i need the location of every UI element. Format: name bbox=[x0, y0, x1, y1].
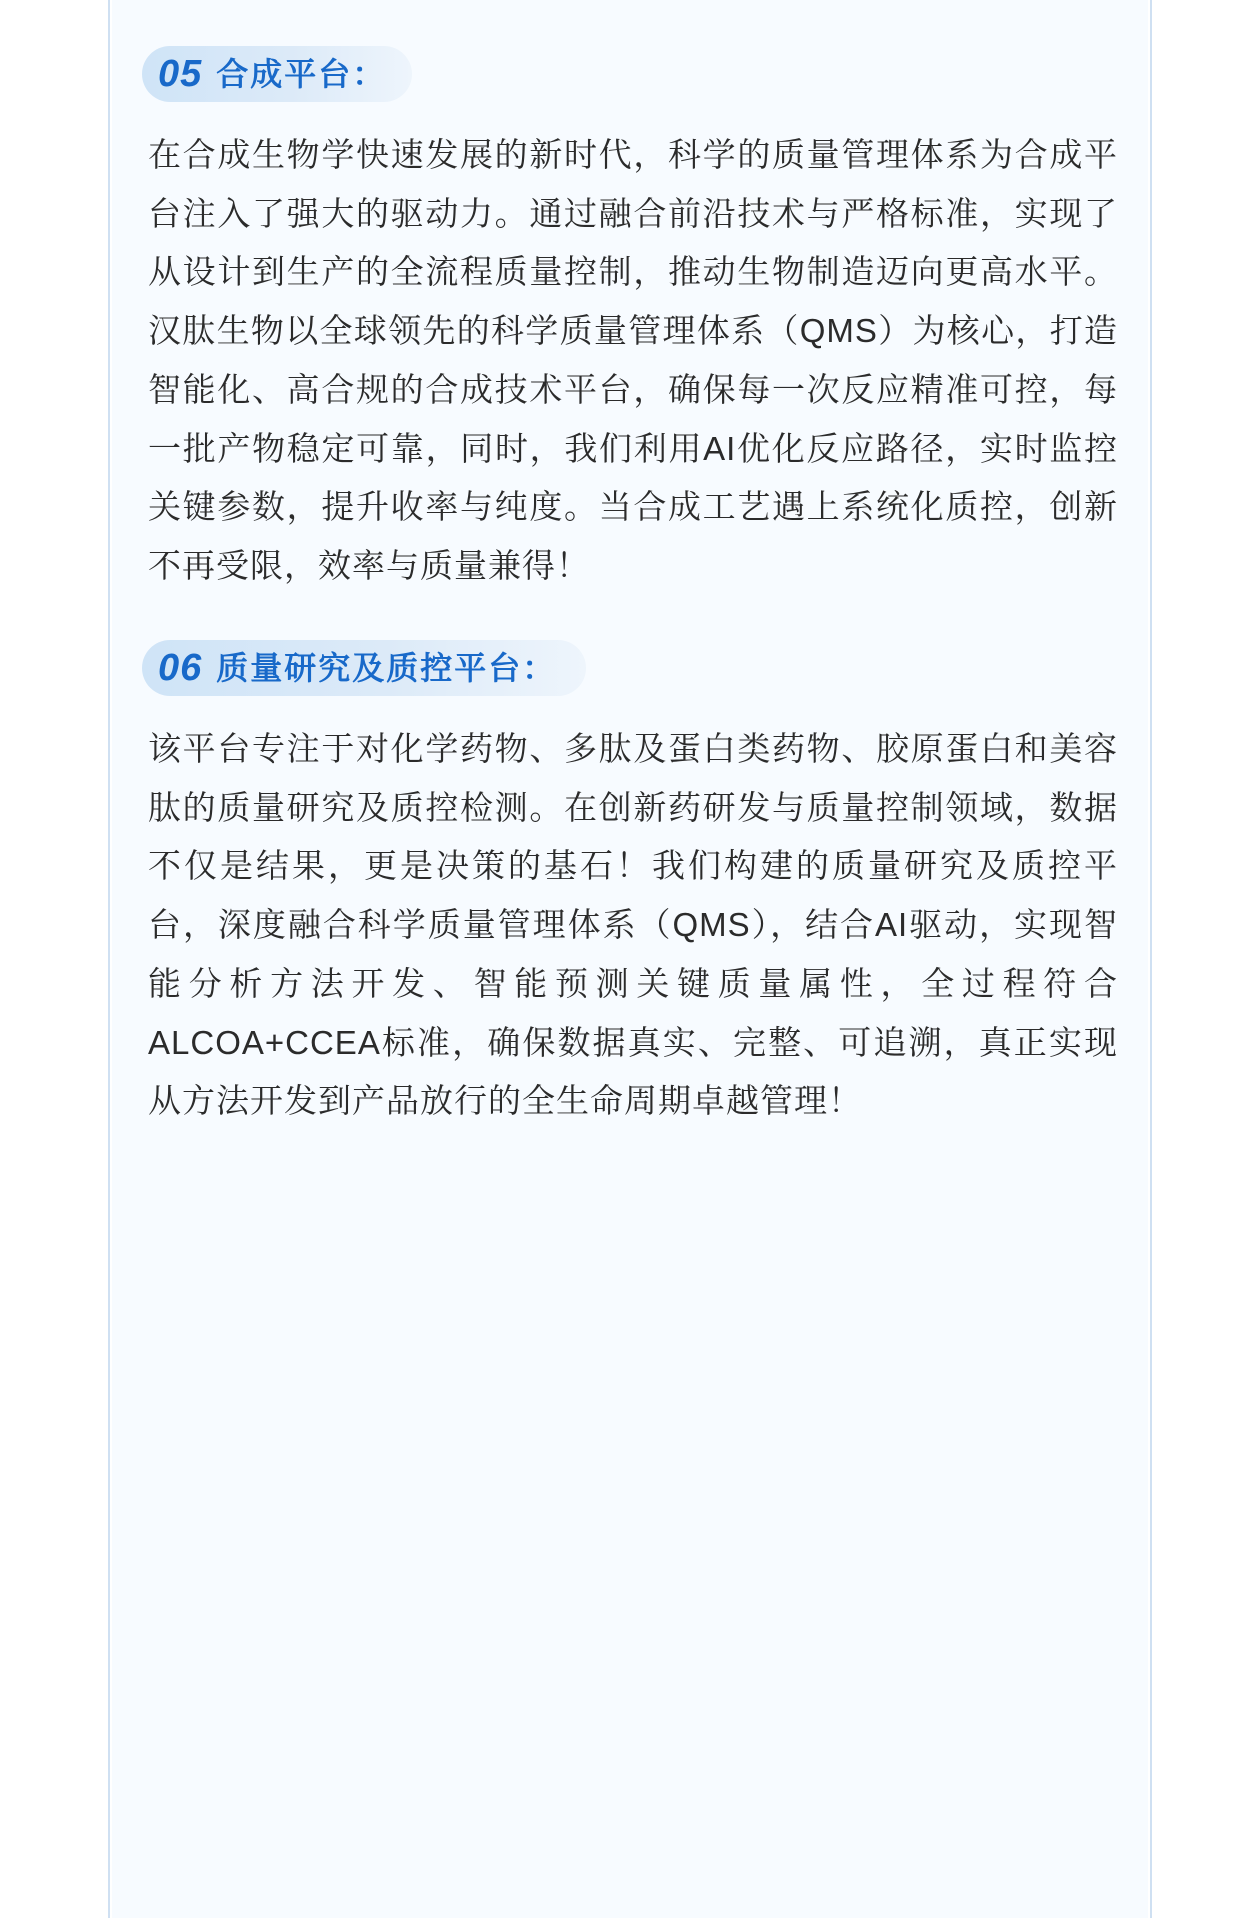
section-05-heading bbox=[142, 46, 412, 102]
section-06-heading bbox=[142, 640, 586, 696]
section-05-number: 05 bbox=[158, 53, 203, 95]
section-05 bbox=[142, 30, 1118, 596]
section-05-body: 在合成生物学快速发展的新时代，科学的质量管理体系为合成平台注入了强大的驱动力。通过融合前沿技术与严格标准，实现了从设计到生产的全流程质量控制，推动生物制造迈向更高水平。汉肽生物以全球领先的科学质量管理体系（QMS）为核心，打造智能化、高合规的合成技术平台，确保每一次反应精准可控，每一批产物稳定可靠，同时，我们利用AI优化反应路径，实时监控关键参数，提升收率与纯度。当合成工艺遇上系统化质控，创新不再受限，效率与质量兼得！ bbox=[148, 136, 1118, 585]
section-05-title: 合成平台： bbox=[216, 56, 387, 92]
right-guide-rule bbox=[1150, 0, 1152, 1918]
left-guide-rule bbox=[108, 0, 110, 1918]
article-content bbox=[112, 0, 1148, 1918]
section-06 bbox=[142, 624, 1118, 1131]
section-06-body: 该平台专注于对化学药物、多肽及蛋白类药物、胶原蛋白和美容肽的质量研究及质控检测。在创新药研发与质量控制领域，数据不仅是结果，更是决策的基石！我们构建的质量研究及质控平台，深度融合科学质量管理体系（QMS），结合AI驱动，实现智能分析方法开发、智能预测关键质量属性，全过程符合ALCOA+CCEA标准，确保数据真实、完整、可追溯，真正实现从方法开发到产品放行的全生命周期卓越管理！ bbox=[148, 729, 1118, 1120]
section-06-number: 06 bbox=[158, 646, 203, 689]
section-06-title: 质量研究及质控平台： bbox=[216, 649, 557, 686]
